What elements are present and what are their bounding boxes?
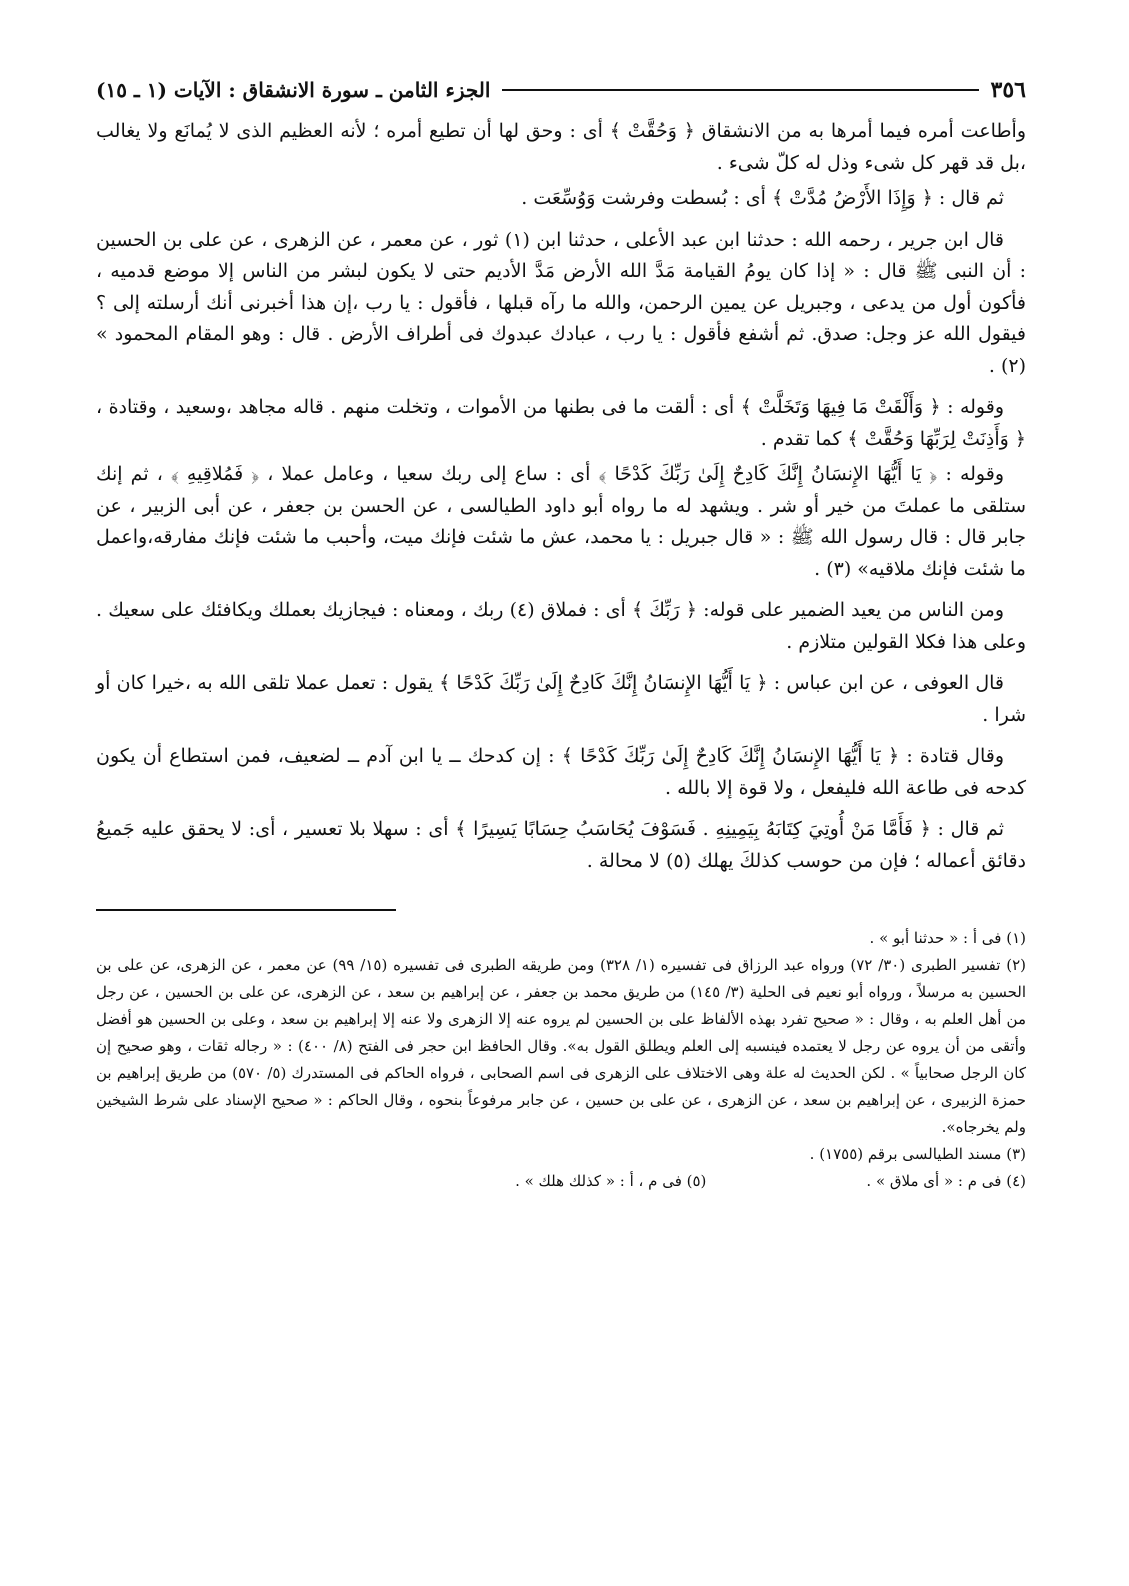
footnote-4: (٤) فى م : « أى ملاق » . — [866, 1172, 1026, 1190]
page — [96, 70, 1026, 1195]
paragraph-9: ثم قال : ﴿ فَأَمَّا مَنْ أُوتِيَ كِتَابَهُ بِيَمِينِهِ . فَسَوْفَ يُحَاسَبُ حِسَابًا يَسِيرًا ﴾ أى : سهلا بلا تعسير ، أى: لا يحقق عليه جَميعُ دقائق أعماله ؛ فإن من حوسب كذلكَ يهلك (٥) لا محالة . — [96, 818, 1026, 872]
paragraph-2: ثم قال : ﴿ وَإِذَا الأَرْضُ مُدَّتْ ﴾ أى : بُسطت وفرشت وَوُسِّعَت . — [521, 187, 1004, 209]
running-title: الجزء الثامن ـ سورة الانشقاق : الآيات (١ ـ ١٥) — [96, 78, 491, 102]
footnotes — [96, 925, 1026, 1195]
footnote-3: (٣) مسند الطيالسى برقم (١٧٥٥) . — [809, 1145, 1026, 1163]
footnote-separator — [96, 909, 396, 911]
paragraph-1: وأطاعت أمره فيما أمرها به من الانشقاق ﴿ وَحُقَّتْ ﴾ أى : وحق لها أن تطيع أمره ؛ لأنه العظيم الذى لا يُمانَع ولا يغالب ،بل قد قهر كل شىء وذل له كلّ شىء . — [96, 120, 1026, 174]
main-text — [96, 116, 1026, 877]
page-number: ٣٥٦ — [990, 77, 1026, 103]
paragraph-3: قال ابن جرير ، رحمه الله : حدثنا ابن عبد الأعلى ، حدثنا ابن (١) ثور ، عن معمر ، عن الزهرى ، عن على بن الحسين : أن النبى ﷺ قال : « إذا كان يومُ القيامة مَدَّ الله الأرض مَدَّ الأديم حتى لا يكون لبشر من الناس إلا موضع قدميه ، فأكون أول من يدعى ، وجبريل عن يمين الرحمن، والله ما رآه قبلها ، فأقول : يا رب ،إن هذا أخبرنى أنك أرسلته إلى ؟ فيقول الله عز وجل: صدق. ثم أشفع فأقول : يا رب ، عبادك عبدوك فى أطراف الأرض . قال : وهو المقام المحمود » (٢) . — [96, 228, 1026, 377]
footnote-2: (٢) تفسير الطبرى (٣٠/ ٧٢) ورواه عبد الرزاق فى تفسيره (١/ ٣٢٨) ومن طريقه الطبرى فى تفسيره (١٥/ ٩٩) عن معمر ، عن الزهرى، عن على بن الحسين به مرسلاً ، ورواه أبو نعيم فى الحلية (٣/ ١٤٥) من طريق محمد بن جعفر ، عن إبراهيم بن سعد ، عن الزهرى، عن على بن الحسين ، عن رجل من أهل العلم به ، وقال : « صحيح تفرد بهذه الألفاظ على بن الحسين لم يروه عنه إلا الزهرى ولا عنه إلا إبراهيم بن سعد ، وعلى بن الحسين هو أفضل وأتقى من أن يروه عن رجل لا يعتمده فينسبه إلى العلم ويطلق القول به». وقال الحافظ ابن حجر فى الفتح (٨/ ٤٠٠) : « رجاله ثقات ، وهو صحيح إن كان الرجل صحابياً » . لكن الحديث له علة وهى الاختلاف على الزهرى فى اسم الصحابى ، فرواه الحاكم فى المستدرك (٥/ ٥٧٠) من طريق إبراهيم بن حمزة الزبيرى ، عن إبراهيم بن سعد ، عن الزهرى ، عن على بن حسين ، عن جابر مرفوعاً بنحوه ، وقال الحاكم : « صحيح الإسناد على شرط الشيخين ولم يخرجاه». — [96, 956, 1027, 1136]
paragraph-7: قال العوفى ، عن ابن عباس : ﴿ يَا أَيُّهَا الإِنسَانُ إِنَّكَ كَادِحٌ إِلَىٰ رَبِّكَ كَدْحًا ﴾ يقول : تعمل عملا تلقى الله به ،خيرا كان أو شرا . — [96, 672, 1026, 726]
footnote-row — [96, 1168, 1026, 1195]
running-header — [96, 70, 1026, 110]
footnote-5: (٥) فى م ، أ : « كذلك هلك » . — [515, 1172, 707, 1190]
paragraph-5: وقوله : ﴿ يَا أَيُّهَا الإِنسَانُ إِنَّكَ كَادِحٌ إِلَىٰ رَبِّكَ كَدْحًا ﴾ أى : ساع إلى ربك سعيا ، وعامل عملا ، ﴿ فَمُلاقِيهِ ﴾ ، ثم إنك ستلقى ما عملتَ من خير أو شر . ويشهد له ما رواه أبو داود الطيالسى ، عن الحسن بن جعفر ، عن أبى الزبير ، عن جابر قال : قال رسول الله ﷺ : « قال جبريل : يا محمد، عش ما شئت فإنك ميت، وأحبب ما شئت فإنك مفارقه،واعمل ما شئت فإنك ملاقيه» (٣) . — [96, 463, 1026, 580]
paragraph-8: وقال قتادة : ﴿ يَا أَيُّهَا الإِنسَانُ إِنَّكَ كَادِحٌ إِلَىٰ رَبِّكَ كَدْحًا ﴾ : إن كدحك ــ يا ابن آدم ــ لضعيف، فمن استطاع أن يكون كدحه فى طاعة الله فليفعل ، ولا قوة إلا بالله . — [96, 745, 1026, 799]
paragraph-4: وقوله : ﴿ وَأَلْقَتْ مَا فِيهَا وَتَخَلَّتْ ﴾ أى : ألقت ما فى بطنها من الأموات ، وتخلت منهم . قاله مجاهد ،وسعيد ، وقتادة ، ﴿ وَأَذِنَتْ لِرَبِّهَا وَحُقَّتْ ﴾ كما تقدم . — [96, 396, 1026, 450]
header-rule — [502, 89, 978, 91]
footnote-1: (١) فى أ : « حدثنا أبو » . — [869, 929, 1026, 947]
paragraph-6: ومن الناس من يعيد الضمير على قوله: ﴿ رَبِّكَ ﴾ أى : فملاق (٤) ربك ، ومعناه : فيجازيك بعملك ويكافئك على سعيك . وعلى هذا فكلا القولين متلازم . — [96, 599, 1026, 653]
